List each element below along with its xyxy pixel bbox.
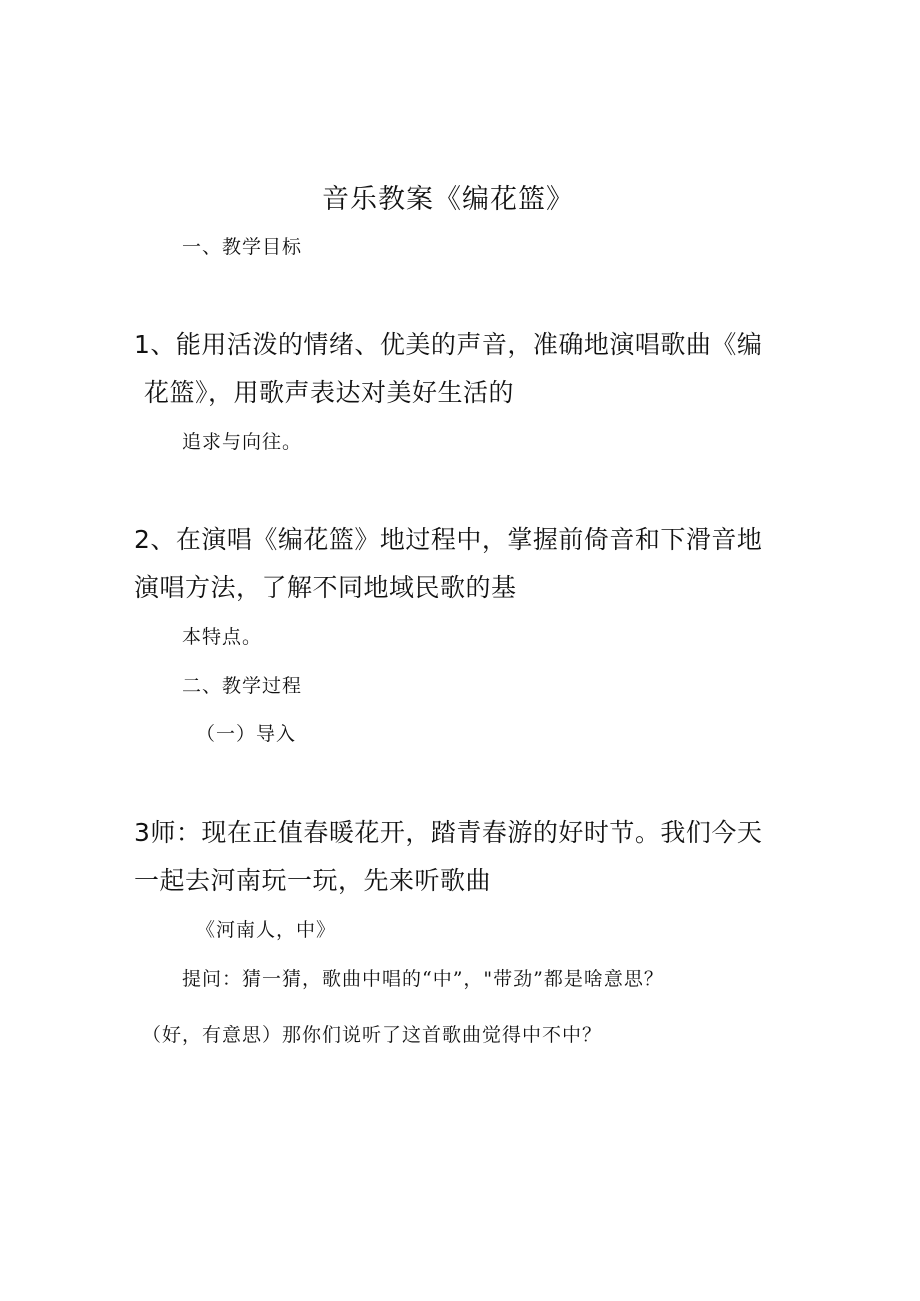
- goal-1-line-3: 追求与向往。: [182, 431, 303, 453]
- subsection-heading-introduction: （一）导入: [196, 723, 297, 745]
- section-heading-teaching-process: 二、教学过程: [182, 675, 303, 697]
- paragraph-3-line-3: 《河南人，中》: [196, 919, 337, 941]
- goal-2-line-3: 本特点。: [182, 626, 263, 648]
- goal-2-line-2: 演唱方法，了解不同地域民歌的基: [134, 573, 517, 602]
- question-line: 提问：猜一猜，歌曲中唱的“中”，"带劲”都是啥意思？: [182, 968, 664, 990]
- goal-2-line-1: 2、在演唱《编花篮》地过程中，掌握前倚音和下滑音地: [134, 525, 763, 554]
- paragraph-3-line-2: 一起去河南玩一玩，先来听歌曲: [134, 866, 492, 895]
- document-title: 音乐教案《编花篮》: [322, 184, 574, 215]
- answer-line: （好，有意思）那你们说听了这首歌曲觉得中不中？: [142, 1024, 603, 1046]
- goal-1-line-2: 花篮》，用歌声表达对美好生活的: [144, 378, 515, 407]
- section-heading-teaching-goals: 一、教学目标: [182, 236, 303, 258]
- goal-1-line-1: 1、能用活泼的情绪、优美的声音，准确地演唱歌曲《编: [134, 330, 763, 359]
- paragraph-3-line-1: 3师：现在正值春暖花开，踏青春游的好时节。我们今天: [134, 818, 763, 847]
